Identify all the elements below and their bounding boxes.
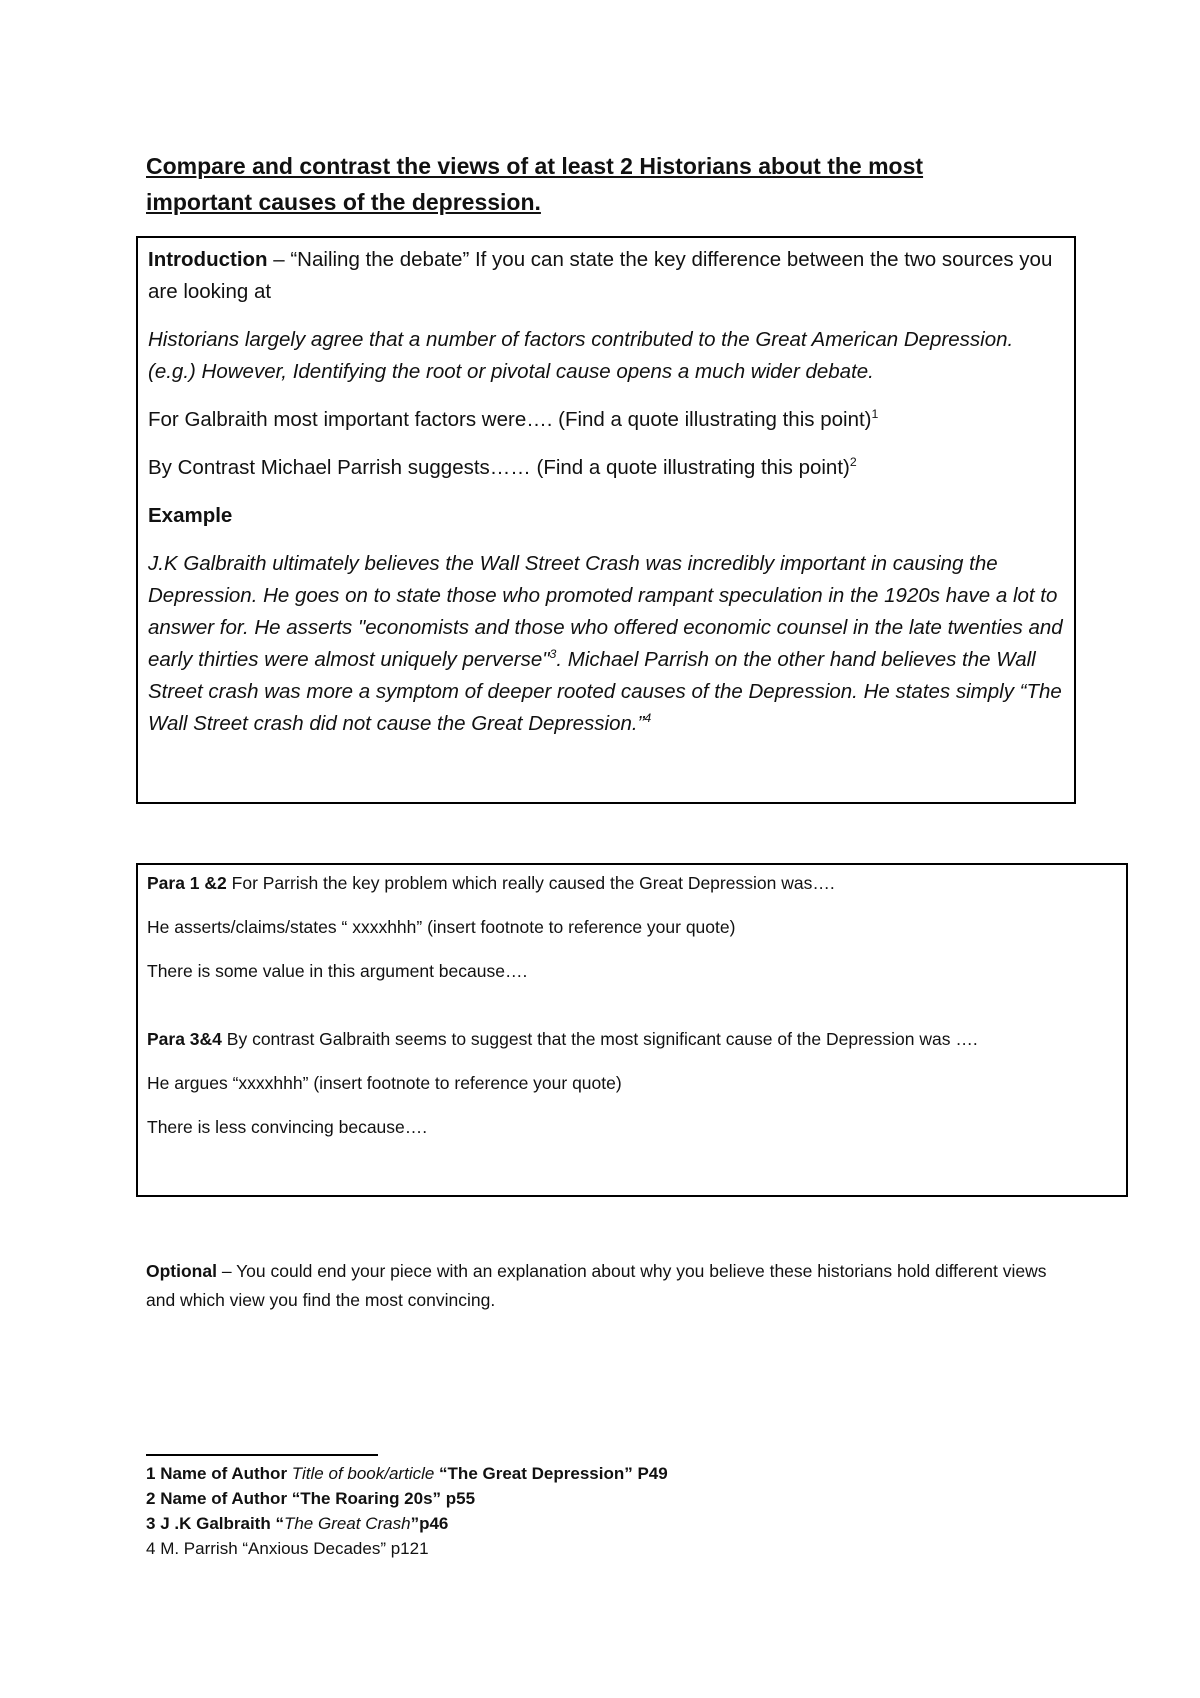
optional-label: Optional [146, 1261, 217, 1281]
parrish-prompt-text: By Contrast Michael Parrish suggests…… (Find a quote illustrating this point) [148, 456, 850, 479]
footnote-text: ”p46 [410, 1514, 449, 1533]
footnote-text: Name of Author [155, 1464, 292, 1483]
title-line-2: important causes of the depression. [146, 189, 541, 215]
title-line-1: Compare and contrast the views of at least 2 Historians about the most [146, 153, 924, 179]
footnote-text: J .K Galbraith “ [155, 1514, 284, 1533]
footnote-separator [146, 1454, 378, 1456]
footnote-number: 4 [146, 1539, 156, 1558]
footnote-2 [146, 1486, 846, 1511]
optional-text: – You could end your piece with an explanation about why you believe these historians hold different views and which view you find the most convincing. [146, 1261, 1047, 1310]
value-line: There is some value in this argument because…. [147, 961, 528, 981]
footnote-number: 1 [146, 1464, 156, 1483]
parrish-prompt [148, 452, 1064, 484]
para-3-4-text: By contrast Galbraith seems to suggest that the most significant cause of the Depression was …. [221, 1029, 978, 1049]
footnote-4 [146, 1536, 846, 1561]
footnote-3 [146, 1511, 846, 1536]
footnote-1 [146, 1461, 846, 1486]
footnote-ref-1[interactable]: 1 [871, 407, 879, 422]
para-1-2-text: For Parrish the key problem which really caused the Great Depression was…. [226, 873, 835, 893]
footnote-number: 3 [146, 1514, 156, 1533]
paragraphs-box [136, 863, 1128, 1197]
footnote-title: Title of book/article [291, 1464, 435, 1483]
footnote-number: 2 [146, 1489, 156, 1508]
footnote-ref-2[interactable]: 2 [849, 455, 857, 470]
para-3-4-line [147, 1025, 1117, 1053]
footnote-text: Name of Author “The Roaring 20s” p55 [155, 1489, 476, 1508]
less-convincing-line: There is less convincing because…. [147, 1117, 428, 1137]
para-1-2-line [147, 869, 1117, 897]
footnotes [146, 1461, 846, 1561]
introduction-box [136, 236, 1076, 804]
asserts-line: He asserts/claims/states “ xxxxhhh” (insert footnote to reference your quote) [147, 917, 736, 937]
para-1-2-label: Para 1 &2 [147, 873, 227, 893]
footnote-text: “The Great Depression” P49 [434, 1464, 668, 1483]
intro-heading [148, 244, 1064, 308]
example-heading: Example [148, 504, 233, 527]
galbraith-prompt-text: For Galbraith most important factors were…. (Find a quote illustrating this point) [148, 408, 872, 431]
footnote-ref-3[interactable]: 3 [549, 647, 557, 662]
intro-label: Introduction [148, 248, 268, 271]
example-text-part-2: . Michael Parrish on the other hand believes the Wall Street crash was more a symptom of deeper rooted causes of the Depression. He states simply “The Wall Street crash did not cause the Great Depression.” [148, 648, 1062, 735]
intro-heading-text: – “Nailing the debate” If you can state the key difference between the two sources you are looking at [148, 248, 1053, 303]
footnote-text: M. Parrish “Anxious Decades” p121 [155, 1539, 429, 1558]
footnote-title: The Great Crash [283, 1514, 411, 1533]
galbraith-prompt [148, 404, 1064, 436]
example-paragraph [148, 548, 1064, 740]
optional-section [146, 1257, 1066, 1315]
para-3-4-label: Para 3&4 [147, 1029, 222, 1049]
page-title [146, 148, 1026, 220]
historians-agree-text: Historians largely agree that a number of factors contributed to the Great American Depression. (e.g.) However, Identifying the root or pivotal cause opens a much wider debate. [148, 328, 1014, 383]
argues-line: He argues “xxxxhhh” (insert footnote to reference your quote) [147, 1073, 622, 1093]
example-text-part-1: J.K Galbraith ultimately believes the Wall Street Crash was incredibly important in causing the Depression. He goes on to state those who promoted rampant speculation in the 1920s have a lot to answer for. He asserts "economists and those who offered economic counsel in the late twenties and early thirties were almost uniquely perverse" [148, 552, 1063, 671]
footnote-ref-4[interactable]: 4 [644, 711, 652, 726]
